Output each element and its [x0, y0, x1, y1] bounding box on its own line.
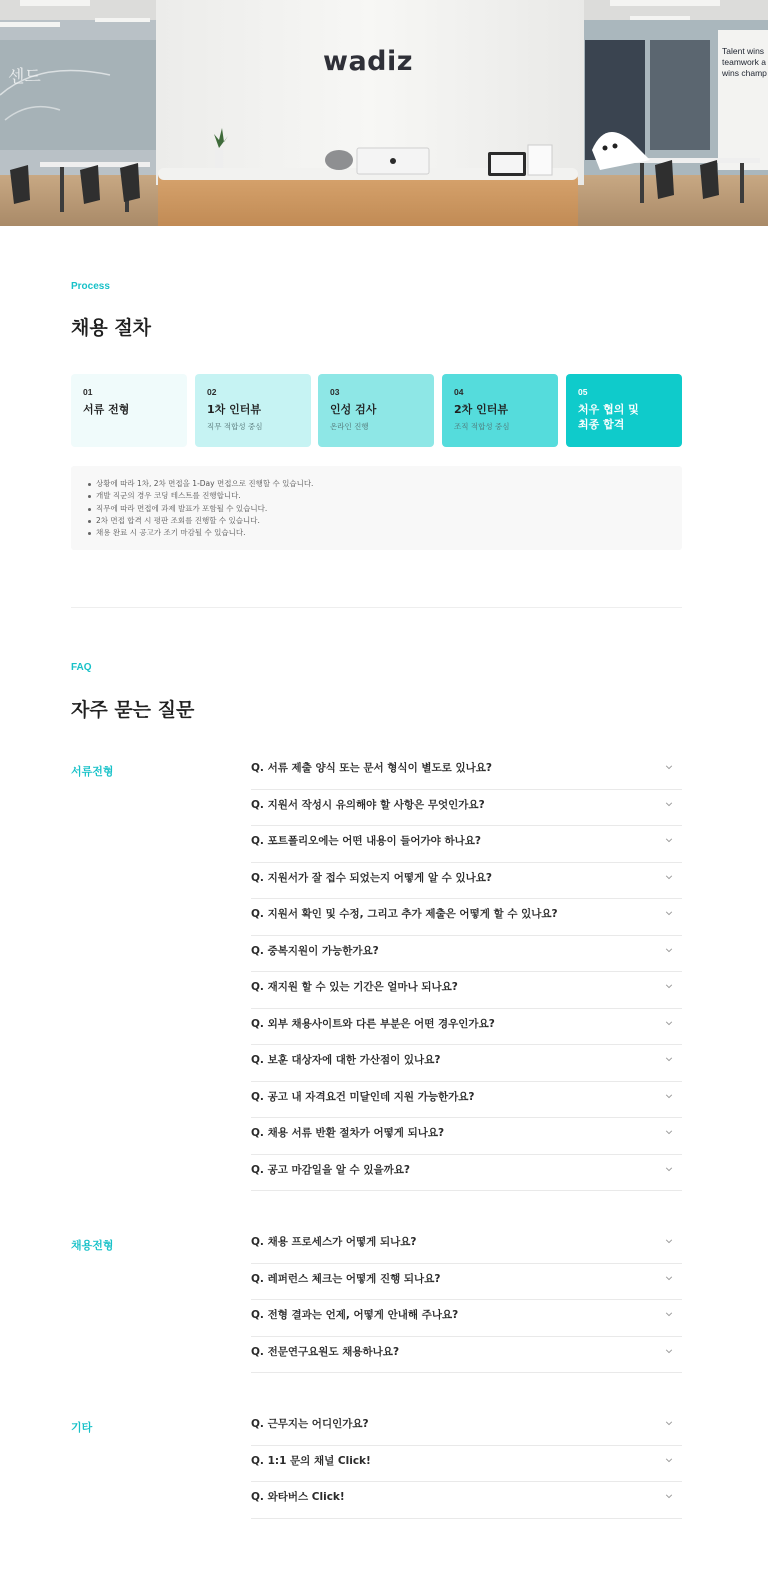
section-divider	[71, 607, 682, 608]
step-description: 직무 적합성 중심	[207, 422, 263, 431]
faq-question-row[interactable]	[251, 936, 682, 973]
step-number: 02	[207, 387, 217, 397]
glass-wall-lettering: 센드	[8, 67, 41, 87]
chevron-down-icon[interactable]	[665, 909, 673, 917]
wall-slogan-line: Talent wins	[722, 46, 765, 56]
faq-question-text: Q. 근무지는 어디인가요?	[251, 1418, 369, 1430]
process-step-5	[566, 374, 682, 447]
faq-question-text: Q. 지원서가 잘 접수 되었는지 어떻게 알 수 있나요?	[251, 871, 492, 884]
chevron-down-icon[interactable]	[665, 800, 673, 808]
chevron-down-icon[interactable]	[665, 1055, 673, 1063]
faq-question-row[interactable]	[251, 1482, 682, 1519]
faq-question-row[interactable]	[251, 826, 682, 863]
chevron-down-icon[interactable]	[665, 1128, 673, 1136]
process-note: 상황에 따라 1차, 2차 면접을 1-Day 면접으로 진행할 수 있습니다.	[87, 478, 682, 490]
faq-question-text: Q. 전형 결과는 언제, 어떻게 안내해 주나요?	[251, 1309, 459, 1321]
chevron-down-icon[interactable]	[665, 982, 673, 990]
process-note: 채용 완료 시 공고가 조기 마감될 수 있습니다.	[87, 527, 682, 539]
step-number: 05	[578, 387, 588, 397]
faq-question-row[interactable]	[251, 1009, 682, 1046]
faq-question-row[interactable]	[251, 1446, 682, 1483]
faq-question-row[interactable]	[251, 899, 682, 936]
faq-category-label: 채용전형	[71, 1239, 114, 1252]
chevron-down-icon[interactable]	[665, 1092, 673, 1100]
process-eyebrow: Process	[71, 281, 110, 292]
step-description: 조직 적합성 중심	[454, 422, 510, 431]
faq-question-text: Q. 전문연구요원도 채용하나요?	[251, 1345, 400, 1358]
faq-question-row[interactable]	[251, 790, 682, 827]
faq-question-text: Q. 외부 채용사이트와 다른 부분은 어떤 경우인가요?	[251, 1017, 495, 1030]
office-photo-illustration	[0, 0, 768, 226]
chevron-down-icon[interactable]	[665, 946, 673, 954]
step-name: 처우 협의 및 최종 합격	[578, 403, 639, 431]
faq-question-row[interactable]	[251, 1227, 682, 1264]
process-note: 직무에 따라 면접에 과제 발표가 포함될 수 있습니다.	[87, 503, 682, 515]
faq-title: 자주 묻는 질문	[71, 699, 195, 721]
faq-question-text: Q. 채용 서류 반환 절차가 어떻게 되나요?	[251, 1127, 445, 1139]
faq-question-text: Q. 보훈 대상자에 대한 가산점이 있나요?	[251, 1054, 441, 1066]
process-step-1	[71, 374, 187, 447]
faq-category-label: 서류전형	[71, 765, 114, 778]
step-description: 온라인 진행	[330, 422, 369, 431]
chevron-down-icon[interactable]	[665, 836, 673, 844]
hero-office-photo	[0, 0, 768, 226]
step-number: 03	[330, 387, 340, 397]
faq-question-text: Q. 서류 제출 양식 또는 문서 형식이 별도로 있나요?	[251, 762, 492, 774]
chevron-down-icon[interactable]	[665, 873, 673, 881]
process-steps	[71, 374, 682, 447]
process-notes-list	[87, 478, 682, 539]
faq-question-text: Q. 공고 내 자격요건 미달인데 지원 가능한가요?	[251, 1090, 475, 1103]
step-number: 04	[454, 387, 464, 397]
chevron-down-icon[interactable]	[665, 1419, 673, 1427]
faq-question-text: Q. 중복지원이 가능한가요?	[251, 944, 379, 957]
faq-question-row[interactable]	[251, 1155, 682, 1192]
chevron-down-icon[interactable]	[665, 1347, 673, 1355]
faq-question-text: Q. 지원서 작성시 유의해야 할 사항은 무엇인가요?	[251, 798, 485, 811]
faq-question-text: Q. 1:1 문의 채널 Click!	[251, 1454, 371, 1467]
faq-question-row[interactable]	[251, 1264, 682, 1301]
chevron-down-icon[interactable]	[665, 1237, 673, 1245]
wall-slogan-line: teamwork a	[722, 57, 766, 67]
faq-question-text: Q. 레퍼런스 체크는 어떻게 진행 되나요?	[251, 1272, 441, 1285]
faq-question-row[interactable]	[251, 1082, 682, 1119]
process-step-4	[442, 374, 558, 447]
faq-question-row[interactable]	[251, 1337, 682, 1374]
chevron-down-icon[interactable]	[665, 763, 673, 771]
faq-question-row[interactable]	[251, 753, 682, 790]
process-note: 2차 면접 합격 시 평판 조회를 진행할 수 있습니다.	[87, 515, 682, 527]
faq-question-text: Q. 와타버스 Click!	[251, 1491, 345, 1503]
faq-question-row[interactable]	[251, 1118, 682, 1155]
wall-slogan-sign	[722, 46, 768, 79]
faq-question-text: Q. 지원서 확인 및 수정, 그리고 추가 제출은 어떻게 할 수 있나요?	[251, 908, 558, 920]
step-number: 01	[83, 387, 93, 397]
faq-list-etc	[251, 1409, 682, 1519]
faq-category-label: 기타	[71, 1421, 93, 1434]
chevron-down-icon[interactable]	[665, 1165, 673, 1173]
faq-eyebrow: FAQ	[71, 662, 92, 673]
chevron-down-icon[interactable]	[665, 1019, 673, 1027]
faq-question-row[interactable]	[251, 1409, 682, 1446]
wall-slogan-line: wins champ	[722, 68, 767, 78]
chevron-down-icon[interactable]	[665, 1274, 673, 1282]
chevron-down-icon[interactable]	[665, 1492, 673, 1500]
faq-question-row[interactable]	[251, 972, 682, 1009]
faq-question-text: Q. 포트폴리오에는 어떤 내용이 들어가야 하나요?	[251, 835, 481, 847]
chevron-down-icon[interactable]	[665, 1456, 673, 1464]
process-note: 개발 직군의 경우 코딩 테스트를 진행합니다.	[87, 490, 682, 502]
faq-list-document	[251, 753, 682, 1191]
step-name: 2차 인터뷰	[454, 403, 508, 416]
chevron-down-icon[interactable]	[665, 1310, 673, 1318]
process-notes-box	[71, 466, 682, 550]
faq-list-hiring	[251, 1227, 682, 1373]
faq-question-text: Q. 공고 마감일을 알 수 있을까요?	[251, 1163, 410, 1176]
faq-question-text: Q. 채용 프로세스가 어떻게 되나요?	[251, 1236, 417, 1248]
faq-question-row[interactable]	[251, 1300, 682, 1337]
step-name: 1차 인터뷰	[207, 403, 261, 416]
process-step-2	[195, 374, 311, 447]
process-title: 채용 절차	[71, 317, 152, 339]
wadiz-wall-logo: wadiz	[323, 46, 413, 77]
step-name: 인성 검사	[330, 403, 377, 416]
step-name: 서류 전형	[83, 403, 130, 416]
process-step-3	[318, 374, 434, 447]
faq-question-row[interactable]	[251, 1045, 682, 1082]
faq-question-row[interactable]	[251, 863, 682, 900]
faq-question-text: Q. 재지원 할 수 있는 기간은 얼마나 되나요?	[251, 981, 458, 993]
